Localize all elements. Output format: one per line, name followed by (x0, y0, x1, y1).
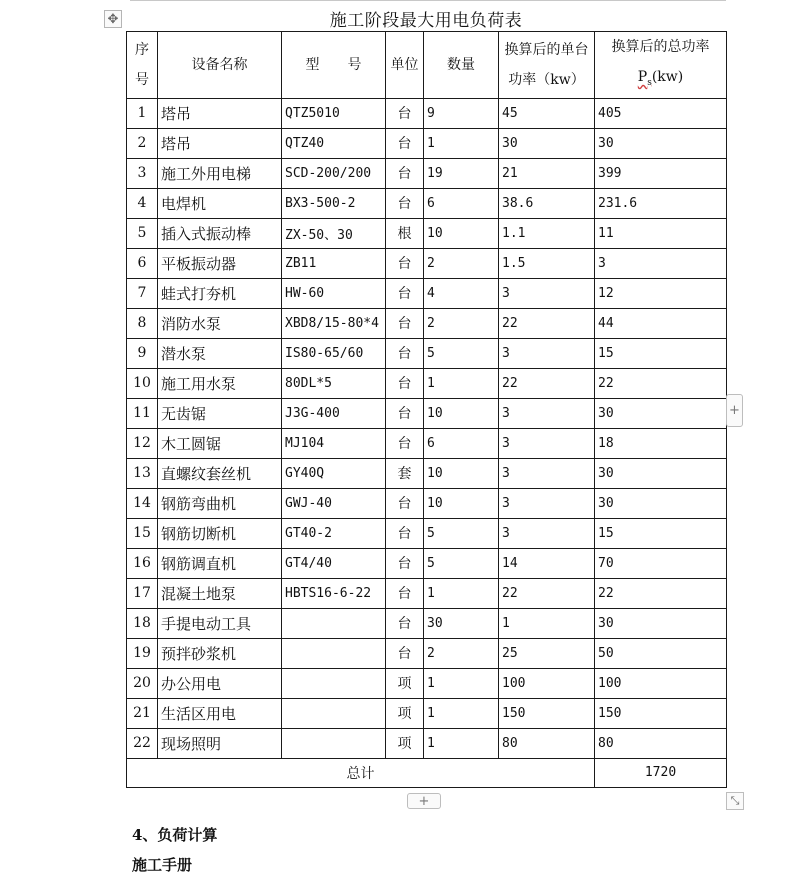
cell-total-power[interactable]: 30 (595, 608, 727, 638)
cell-unit[interactable]: 项 (386, 668, 424, 698)
table-row (127, 158, 727, 188)
cell-qty[interactable]: 30 (424, 608, 499, 638)
table-row (127, 728, 727, 758)
header-total-power-sub: s (647, 77, 652, 88)
cell-model[interactable] (282, 668, 386, 698)
total-label[interactable]: 总计 (127, 758, 595, 787)
cell-name[interactable]: 施工外用电梯 (158, 158, 282, 188)
cell-no[interactable]: 16 (127, 548, 158, 578)
cell-model[interactable]: GY40Q (282, 458, 386, 488)
header-unit[interactable]: 单位 (386, 32, 424, 99)
cell-unit-power[interactable]: 3 (499, 338, 595, 368)
spellcheck-underline (637, 69, 652, 88)
cell-total-power[interactable]: 15 (595, 518, 727, 548)
header-total-power[interactable] (595, 32, 727, 99)
cell-unit-power[interactable]: 3 (499, 488, 595, 518)
cell-qty[interactable]: 4 (424, 278, 499, 308)
cell-unit[interactable]: 台 (386, 638, 424, 668)
cell-unit[interactable]: 套 (386, 458, 424, 488)
table-row (127, 458, 727, 488)
cell-unit-power[interactable]: 25 (499, 638, 595, 668)
cell-qty[interactable]: 1 (424, 728, 499, 758)
cell-unit[interactable]: 台 (386, 578, 424, 608)
cell-unit[interactable]: 台 (386, 128, 424, 158)
table-row (127, 698, 727, 728)
cell-model[interactable]: IS80-65/60 (282, 338, 386, 368)
cell-total-power[interactable]: 30 (595, 398, 727, 428)
table-row (127, 368, 727, 398)
cell-model[interactable]: ZX-50、30 (282, 218, 386, 248)
cell-model[interactable] (282, 698, 386, 728)
cell-total-power[interactable]: 231.6 (595, 188, 727, 218)
cell-qty[interactable]: 10 (424, 218, 499, 248)
cell-unit[interactable]: 台 (386, 278, 424, 308)
table-row (127, 308, 727, 338)
table-row (127, 338, 727, 368)
table-row (127, 428, 727, 458)
cell-unit[interactable]: 台 (386, 308, 424, 338)
cell-unit-power[interactable]: 100 (499, 668, 595, 698)
cell-unit-power[interactable]: 1.5 (499, 248, 595, 278)
table-title: 施工阶段最大用电负荷表 (329, 11, 523, 31)
cell-total-power[interactable]: 30 (595, 128, 727, 158)
cell-model[interactable]: QTZ5010 (282, 98, 386, 128)
cell-model[interactable]: XBD8/15-80*4 (282, 308, 386, 338)
cell-total-power[interactable]: 22 (595, 578, 727, 608)
table-row (127, 188, 727, 218)
cell-no[interactable]: 13 (127, 458, 158, 488)
header-total-power-label: 换算后的总功率 (611, 39, 710, 55)
table-row (127, 218, 727, 248)
cell-no[interactable]: 17 (127, 578, 158, 608)
section-heading-load-calc: 4、负荷计算 (132, 826, 218, 844)
cell-no[interactable]: 11 (127, 398, 158, 428)
cell-model[interactable] (282, 728, 386, 758)
cell-name[interactable]: 平板振动器 (158, 248, 282, 278)
cell-no[interactable]: 19 (127, 638, 158, 668)
cell-unit-power[interactable]: 22 (499, 578, 595, 608)
cell-name[interactable]: 手提电动工具 (158, 608, 282, 638)
cell-unit-power[interactable]: 30 (499, 128, 595, 158)
cell-total-power[interactable]: 11 (595, 218, 727, 248)
header-name[interactable]: 设备名称 (158, 32, 282, 99)
cell-total-power[interactable]: 18 (595, 428, 727, 458)
cell-unit[interactable]: 台 (386, 188, 424, 218)
cell-model[interactable]: ZB11 (282, 248, 386, 278)
cell-no[interactable]: 6 (127, 248, 158, 278)
cell-name[interactable]: 塔吊 (158, 98, 282, 128)
cell-model[interactable]: QTZ40 (282, 128, 386, 158)
add-column-button[interactable]: + (726, 394, 743, 427)
cell-total-power[interactable]: 150 (595, 698, 727, 728)
cell-unit-power[interactable]: 3 (499, 278, 595, 308)
cell-total-power[interactable]: 70 (595, 548, 727, 578)
cell-total-power[interactable]: 405 (595, 98, 727, 128)
cell-name[interactable]: 混凝土地泵 (158, 578, 282, 608)
cell-no[interactable]: 5 (127, 218, 158, 248)
cell-name[interactable]: 办公用电 (158, 668, 282, 698)
cell-unit-power[interactable]: 21 (499, 158, 595, 188)
cell-total-power[interactable]: 12 (595, 278, 727, 308)
cell-name[interactable]: 蛙式打夯机 (158, 278, 282, 308)
table-row (127, 98, 727, 128)
cell-no[interactable]: 1 (127, 98, 158, 128)
cell-model[interactable] (282, 608, 386, 638)
page-top-rule (130, 0, 726, 1)
cell-qty[interactable]: 6 (424, 188, 499, 218)
cell-unit-power[interactable]: 1 (499, 608, 595, 638)
cell-qty[interactable]: 2 (424, 248, 499, 278)
cell-name[interactable]: 木工圆锯 (158, 428, 282, 458)
cell-unit[interactable]: 台 (386, 368, 424, 398)
cell-name[interactable]: 插入式振动棒 (158, 218, 282, 248)
cell-name[interactable]: 施工用水泵 (158, 368, 282, 398)
cell-unit-power[interactable]: 150 (499, 698, 595, 728)
cell-no[interactable]: 20 (127, 668, 158, 698)
cell-unit[interactable]: 台 (386, 488, 424, 518)
cell-no[interactable]: 3 (127, 158, 158, 188)
cell-unit-power[interactable]: 22 (499, 308, 595, 338)
cell-total-power[interactable]: 30 (595, 488, 727, 518)
cell-unit[interactable]: 根 (386, 218, 424, 248)
cell-total-power[interactable]: 80 (595, 728, 727, 758)
table-row (127, 638, 727, 668)
cell-unit-power[interactable]: 80 (499, 728, 595, 758)
cell-unit[interactable]: 项 (386, 728, 424, 758)
cell-no[interactable]: 10 (127, 368, 158, 398)
cell-qty[interactable]: 2 (424, 638, 499, 668)
header-row (127, 32, 727, 99)
cell-no[interactable]: 15 (127, 518, 158, 548)
cell-name[interactable]: 生活区用电 (158, 698, 282, 728)
cell-unit[interactable]: 台 (386, 428, 424, 458)
table-resize-handle[interactable] (726, 792, 744, 810)
cell-qty[interactable]: 6 (424, 428, 499, 458)
table-row (127, 608, 727, 638)
cell-unit-power[interactable]: 3 (499, 428, 595, 458)
cell-qty[interactable]: 1 (424, 128, 499, 158)
header-total-power-unit: (kw) (651, 69, 684, 85)
cell-name[interactable]: 预拌砂浆机 (158, 638, 282, 668)
cell-model[interactable]: HW-60 (282, 278, 386, 308)
cell-unit[interactable]: 项 (386, 698, 424, 728)
cell-total-power[interactable]: 100 (595, 668, 727, 698)
cell-model[interactable]: GT4/40 (282, 548, 386, 578)
cell-no[interactable]: 22 (127, 728, 158, 758)
cell-unit[interactable]: 台 (386, 338, 424, 368)
cell-total-power[interactable]: 30 (595, 458, 727, 488)
cell-total-power[interactable]: 22 (595, 368, 727, 398)
cell-no[interactable]: 4 (127, 188, 158, 218)
table-row (127, 128, 727, 158)
cell-unit[interactable]: 台 (386, 98, 424, 128)
resize-icon: ⤡ (730, 794, 740, 807)
cell-unit[interactable]: 台 (386, 398, 424, 428)
cell-unit[interactable]: 台 (386, 158, 424, 188)
cell-no[interactable]: 12 (127, 428, 158, 458)
total-row (127, 758, 727, 787)
cell-qty[interactable]: 10 (424, 458, 499, 488)
cell-unit[interactable]: 台 (386, 518, 424, 548)
cell-unit-power[interactable]: 1.1 (499, 218, 595, 248)
cell-unit[interactable]: 台 (386, 548, 424, 578)
cell-unit-power[interactable]: 14 (499, 548, 595, 578)
cell-total-power[interactable]: 399 (595, 158, 727, 188)
header-unit-power[interactable]: 换算后的单台功率（kw） (499, 32, 595, 99)
header-total-power-p: P (637, 69, 648, 85)
header-model[interactable]: 型 号 (282, 32, 386, 99)
cell-no[interactable]: 18 (127, 608, 158, 638)
cell-total-power[interactable]: 3 (595, 248, 727, 278)
table-row (127, 248, 727, 278)
cell-model[interactable]: J3G-400 (282, 398, 386, 428)
cell-unit-power[interactable]: 3 (499, 518, 595, 548)
cell-qty[interactable]: 9 (424, 98, 499, 128)
cell-qty[interactable]: 5 (424, 548, 499, 578)
header-qty[interactable]: 数量 (424, 32, 499, 99)
cell-name[interactable]: 塔吊 (158, 128, 282, 158)
table-row (127, 578, 727, 608)
header-no[interactable]: 序号 (127, 32, 158, 99)
cell-model[interactable]: MJ104 (282, 428, 386, 458)
cell-unit-power[interactable]: 3 (499, 398, 595, 428)
cell-qty[interactable]: 10 (424, 488, 499, 518)
cell-model[interactable]: GT40-2 (282, 518, 386, 548)
cell-model[interactable]: BX3-500-2 (282, 188, 386, 218)
cell-unit-power[interactable]: 3 (499, 458, 595, 488)
cell-name[interactable]: 直螺纹套丝机 (158, 458, 282, 488)
cell-total-power[interactable]: 50 (595, 638, 727, 668)
cell-model[interactable]: SCD-200/200 (282, 158, 386, 188)
cell-model[interactable]: HBTS16-6-22 (282, 578, 386, 608)
cell-no[interactable]: 7 (127, 278, 158, 308)
cell-no[interactable]: 9 (127, 338, 158, 368)
cell-qty[interactable]: 19 (424, 158, 499, 188)
cell-no[interactable]: 2 (127, 128, 158, 158)
table-row (127, 548, 727, 578)
cell-name[interactable]: 潜水泵 (158, 338, 282, 368)
cell-unit-power[interactable]: 22 (499, 368, 595, 398)
cell-name[interactable]: 钢筋调直机 (158, 548, 282, 578)
table-row (127, 278, 727, 308)
table-row (127, 488, 727, 518)
cell-qty[interactable]: 1 (424, 368, 499, 398)
cell-name[interactable]: 钢筋切断机 (158, 518, 282, 548)
cell-qty[interactable]: 1 (424, 578, 499, 608)
cell-name[interactable]: 无齿锯 (158, 398, 282, 428)
total-value[interactable]: 1720 (595, 758, 727, 787)
cell-name[interactable]: 钢筋弯曲机 (158, 488, 282, 518)
cell-qty[interactable]: 5 (424, 518, 499, 548)
cell-name[interactable]: 消防水泵 (158, 308, 282, 338)
add-row-button[interactable]: + (407, 793, 441, 809)
cell-unit-power[interactable]: 38.6 (499, 188, 595, 218)
cell-name[interactable]: 电焊机 (158, 188, 282, 218)
table-row (127, 398, 727, 428)
cell-qty[interactable]: 1 (424, 668, 499, 698)
table-move-handle[interactable] (104, 10, 122, 28)
table-row (127, 668, 727, 698)
cell-model[interactable]: 80DL*5 (282, 368, 386, 398)
cell-unit[interactable]: 台 (386, 608, 424, 638)
cell-qty[interactable]: 2 (424, 308, 499, 338)
section-heading-manual: 施工手册 (132, 856, 193, 874)
cell-model[interactable]: GWJ-40 (282, 488, 386, 518)
cell-total-power[interactable]: 44 (595, 308, 727, 338)
cell-no[interactable]: 21 (127, 698, 158, 728)
cell-no[interactable]: 14 (127, 488, 158, 518)
cell-unit-power[interactable]: 45 (499, 98, 595, 128)
move-icon: ✥ (107, 11, 119, 27)
cell-qty[interactable]: 10 (424, 398, 499, 428)
cell-name[interactable]: 现场照明 (158, 728, 282, 758)
cell-total-power[interactable]: 15 (595, 338, 727, 368)
cell-qty[interactable]: 5 (424, 338, 499, 368)
cell-qty[interactable]: 1 (424, 698, 499, 728)
cell-unit[interactable]: 台 (386, 248, 424, 278)
cell-no[interactable]: 8 (127, 308, 158, 338)
table-row (127, 518, 727, 548)
load-table (126, 31, 727, 788)
cell-model[interactable] (282, 638, 386, 668)
